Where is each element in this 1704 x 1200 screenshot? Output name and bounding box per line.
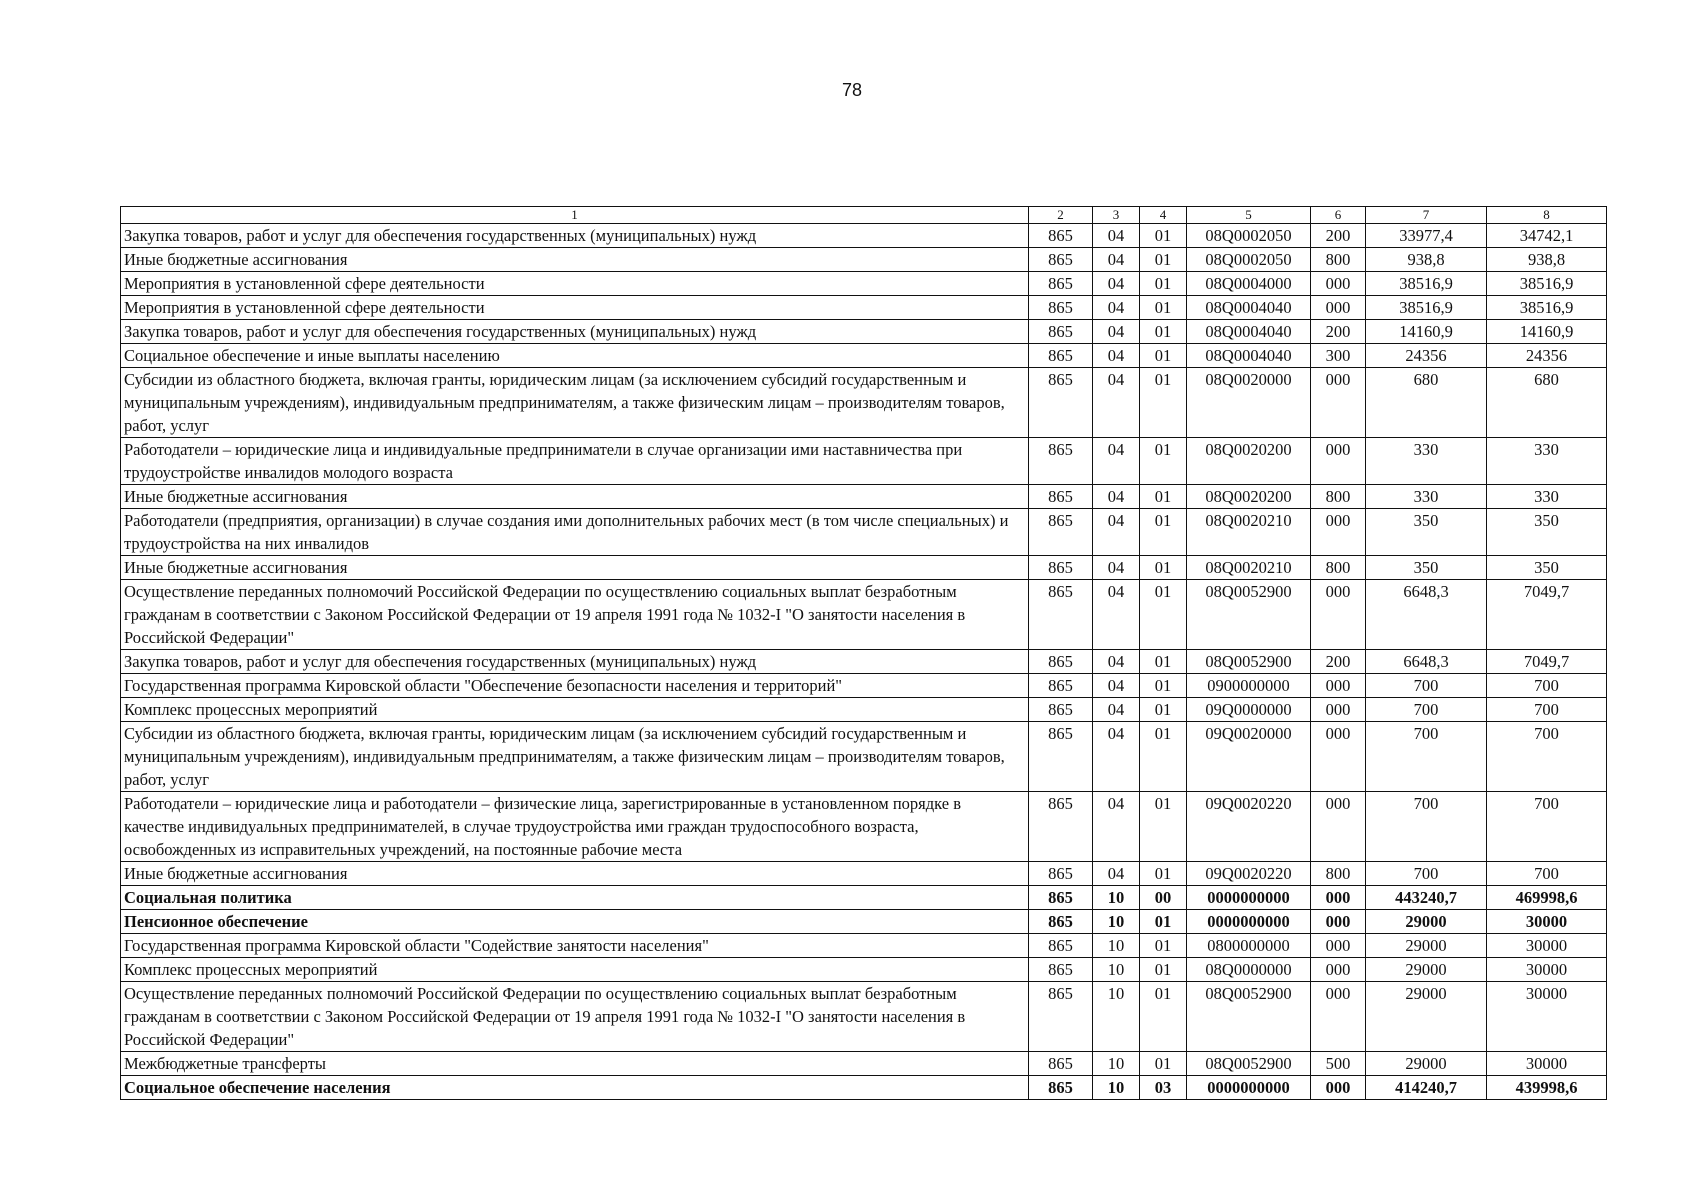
amount-year-1: 938,8	[1366, 248, 1487, 272]
row-name: Закупка товаров, работ и услуг для обеспечения государственных (муниципальных) нужд	[121, 320, 1029, 344]
section-code: 04	[1093, 248, 1140, 272]
ministry-code: 865	[1029, 556, 1093, 580]
amount-year-1: 700	[1366, 722, 1487, 792]
row-name: Комплекс процессных мероприятий	[121, 958, 1029, 982]
expense-type-code: 200	[1311, 320, 1366, 344]
row-name: Работодатели – юридические лица и работодатели – физические лица, зарегистрированные в установленном порядке в качестве индивидуальных предпринимателей, в случае трудоустройства ими граждан трудоспособного возраста, освобожденных из исправительных учреждений, на постоянные рабочие места	[121, 792, 1029, 862]
target-article-code: 09Q0020000	[1187, 722, 1311, 792]
amount-year-2: 700	[1487, 862, 1607, 886]
expense-type-code: 800	[1311, 556, 1366, 580]
ministry-code: 865	[1029, 674, 1093, 698]
target-article-code: 08Q0002050	[1187, 248, 1311, 272]
row-name: Осуществление переданных полномочий Российской Федерации по осуществлению социальных выплат безработным гражданам в соответствии с Законом Российской Федерации от 19 апреля 1991 года № 1032-I "О занятости населения в Российской Федерации"	[121, 982, 1029, 1052]
budget-table	[120, 206, 1607, 1100]
expense-type-code: 300	[1311, 344, 1366, 368]
amount-year-1: 6648,3	[1366, 580, 1487, 650]
row-name: Работодатели (предприятия, организации) в случае создания ими дополнительных рабочих мест (в том числе специальных) и трудоустройства на них инвалидов	[121, 509, 1029, 556]
table-row	[121, 650, 1607, 674]
ministry-code: 865	[1029, 886, 1093, 910]
row-name: Социальная политика	[121, 886, 1029, 910]
section-code: 10	[1093, 958, 1140, 982]
amount-year-1: 29000	[1366, 982, 1487, 1052]
expense-type-code: 000	[1311, 934, 1366, 958]
amount-year-2: 330	[1487, 438, 1607, 485]
expense-type-code: 000	[1311, 438, 1366, 485]
table-row	[121, 1076, 1607, 1100]
amount-year-1: 14160,9	[1366, 320, 1487, 344]
amount-year-1: 414240,7	[1366, 1076, 1487, 1100]
subsection-code: 01	[1140, 485, 1187, 509]
target-article-code: 08Q0004040	[1187, 320, 1311, 344]
amount-year-2: 30000	[1487, 1052, 1607, 1076]
table-row	[121, 862, 1607, 886]
amount-year-1: 38516,9	[1366, 296, 1487, 320]
table-row	[121, 674, 1607, 698]
table-row	[121, 910, 1607, 934]
target-article-code: 08Q0020210	[1187, 509, 1311, 556]
row-name: Иные бюджетные ассигнования	[121, 556, 1029, 580]
section-code: 10	[1093, 982, 1140, 1052]
target-article-code: 08Q0052900	[1187, 650, 1311, 674]
ministry-code: 865	[1029, 509, 1093, 556]
expense-type-code: 800	[1311, 862, 1366, 886]
section-code: 04	[1093, 438, 1140, 485]
column-number: 2	[1029, 207, 1093, 224]
table-row	[121, 982, 1607, 1052]
amount-year-2: 680	[1487, 368, 1607, 438]
section-code: 04	[1093, 509, 1140, 556]
subsection-code: 01	[1140, 272, 1187, 296]
subsection-code: 01	[1140, 958, 1187, 982]
target-article-code: 08Q0020000	[1187, 368, 1311, 438]
amount-year-1: 443240,7	[1366, 886, 1487, 910]
expense-type-code: 000	[1311, 1076, 1366, 1100]
ministry-code: 865	[1029, 438, 1093, 485]
row-name: Иные бюджетные ассигнования	[121, 862, 1029, 886]
table-row	[121, 886, 1607, 910]
table-row	[121, 556, 1607, 580]
subsection-code: 01	[1140, 862, 1187, 886]
expense-type-code: 000	[1311, 698, 1366, 722]
ministry-code: 865	[1029, 296, 1093, 320]
target-article-code: 08Q0052900	[1187, 580, 1311, 650]
target-article-code: 0900000000	[1187, 674, 1311, 698]
target-article-code: 0800000000	[1187, 934, 1311, 958]
amount-year-1: 330	[1366, 438, 1487, 485]
amount-year-1: 38516,9	[1366, 272, 1487, 296]
subsection-code: 01	[1140, 344, 1187, 368]
subsection-code: 01	[1140, 296, 1187, 320]
ministry-code: 865	[1029, 368, 1093, 438]
expense-type-code: 000	[1311, 296, 1366, 320]
target-article-code: 08Q0002050	[1187, 224, 1311, 248]
amount-year-2: 7049,7	[1487, 580, 1607, 650]
subsection-code: 01	[1140, 698, 1187, 722]
ministry-code: 865	[1029, 248, 1093, 272]
amount-year-2: 34742,1	[1487, 224, 1607, 248]
expense-type-code: 000	[1311, 368, 1366, 438]
target-article-code: 08Q0000000	[1187, 958, 1311, 982]
row-name: Иные бюджетные ассигнования	[121, 485, 1029, 509]
table-row	[121, 272, 1607, 296]
expense-type-code: 000	[1311, 792, 1366, 862]
amount-year-2: 700	[1487, 722, 1607, 792]
ministry-code: 865	[1029, 1052, 1093, 1076]
ministry-code: 865	[1029, 224, 1093, 248]
ministry-code: 865	[1029, 272, 1093, 296]
table-row	[121, 580, 1607, 650]
subsection-code: 01	[1140, 438, 1187, 485]
subsection-code: 01	[1140, 580, 1187, 650]
amount-year-1: 6648,3	[1366, 650, 1487, 674]
row-name: Мероприятия в установленной сфере деятельности	[121, 272, 1029, 296]
section-code: 04	[1093, 792, 1140, 862]
amount-year-2: 700	[1487, 792, 1607, 862]
row-name: Пенсионное обеспечение	[121, 910, 1029, 934]
section-code: 10	[1093, 934, 1140, 958]
amount-year-2: 330	[1487, 485, 1607, 509]
column-number: 3	[1093, 207, 1140, 224]
table-row	[121, 792, 1607, 862]
amount-year-2: 30000	[1487, 982, 1607, 1052]
section-code: 04	[1093, 296, 1140, 320]
target-article-code: 0000000000	[1187, 910, 1311, 934]
row-name: Закупка товаров, работ и услуг для обеспечения государственных (муниципальных) нужд	[121, 650, 1029, 674]
ministry-code: 865	[1029, 982, 1093, 1052]
section-code: 04	[1093, 556, 1140, 580]
table-row	[121, 296, 1607, 320]
row-name: Осуществление переданных полномочий Российской Федерации по осуществлению социальных выплат безработным гражданам в соответствии с Законом Российской Федерации от 19 апреля 1991 года № 1032-I "О занятости населения в Российской Федерации"	[121, 580, 1029, 650]
subsection-code: 01	[1140, 224, 1187, 248]
section-code: 04	[1093, 272, 1140, 296]
section-code: 04	[1093, 698, 1140, 722]
amount-year-2: 350	[1487, 556, 1607, 580]
subsection-code: 01	[1140, 650, 1187, 674]
row-name: Иные бюджетные ассигнования	[121, 248, 1029, 272]
row-name: Межбюджетные трансферты	[121, 1052, 1029, 1076]
subsection-code: 01	[1140, 368, 1187, 438]
amount-year-1: 29000	[1366, 934, 1487, 958]
table-row	[121, 722, 1607, 792]
target-article-code: 09Q0020220	[1187, 862, 1311, 886]
table-row	[121, 368, 1607, 438]
column-number: 5	[1187, 207, 1311, 224]
subsection-code: 01	[1140, 674, 1187, 698]
expense-type-code: 000	[1311, 509, 1366, 556]
section-code: 04	[1093, 722, 1140, 792]
amount-year-1: 700	[1366, 792, 1487, 862]
expense-type-code: 000	[1311, 722, 1366, 792]
row-name: Социальное обеспечение населения	[121, 1076, 1029, 1100]
table-row	[121, 934, 1607, 958]
target-article-code: 08Q0020210	[1187, 556, 1311, 580]
amount-year-2: 24356	[1487, 344, 1607, 368]
amount-year-2: 30000	[1487, 958, 1607, 982]
amount-year-2: 38516,9	[1487, 272, 1607, 296]
table-body	[121, 207, 1607, 1100]
ministry-code: 865	[1029, 485, 1093, 509]
ministry-code: 865	[1029, 320, 1093, 344]
subsection-code: 01	[1140, 792, 1187, 862]
amount-year-1: 680	[1366, 368, 1487, 438]
expense-type-code: 000	[1311, 982, 1366, 1052]
target-article-code: 08Q0020200	[1187, 485, 1311, 509]
ministry-code: 865	[1029, 792, 1093, 862]
target-article-code: 0000000000	[1187, 886, 1311, 910]
section-code: 10	[1093, 1052, 1140, 1076]
column-number: 8	[1487, 207, 1607, 224]
table-row	[121, 344, 1607, 368]
section-code: 10	[1093, 886, 1140, 910]
table-row	[121, 1052, 1607, 1076]
amount-year-1: 350	[1366, 509, 1487, 556]
table-row	[121, 320, 1607, 344]
row-name: Социальное обеспечение и иные выплаты населению	[121, 344, 1029, 368]
expense-type-code: 000	[1311, 580, 1366, 650]
subsection-code: 01	[1140, 910, 1187, 934]
expense-type-code: 800	[1311, 485, 1366, 509]
expense-type-code: 000	[1311, 958, 1366, 982]
amount-year-1: 700	[1366, 674, 1487, 698]
amount-year-1: 29000	[1366, 958, 1487, 982]
ministry-code: 865	[1029, 1076, 1093, 1100]
column-number: 7	[1366, 207, 1487, 224]
row-name: Работодатели – юридические лица и индивидуальные предприниматели в случае организации ими наставничества при трудоустройстве инвалидов молодого возраста	[121, 438, 1029, 485]
table-row	[121, 438, 1607, 485]
column-number-row	[121, 207, 1607, 224]
section-code: 10	[1093, 1076, 1140, 1100]
page-number: 78	[841, 80, 863, 100]
column-number: 4	[1140, 207, 1187, 224]
amount-year-1: 24356	[1366, 344, 1487, 368]
subsection-code: 01	[1140, 248, 1187, 272]
subsection-code: 01	[1140, 320, 1187, 344]
amount-year-2: 38516,9	[1487, 296, 1607, 320]
amount-year-2: 469998,6	[1487, 886, 1607, 910]
table-row	[121, 958, 1607, 982]
ministry-code: 865	[1029, 344, 1093, 368]
subsection-code: 01	[1140, 934, 1187, 958]
table-row	[121, 224, 1607, 248]
section-code: 04	[1093, 580, 1140, 650]
amount-year-2: 700	[1487, 674, 1607, 698]
column-number: 1	[121, 207, 1029, 224]
amount-year-2: 938,8	[1487, 248, 1607, 272]
subsection-code: 01	[1140, 982, 1187, 1052]
subsection-code: 01	[1140, 556, 1187, 580]
expense-type-code: 200	[1311, 224, 1366, 248]
row-name: Субсидии из областного бюджета, включая гранты, юридическим лицам (за исключением субсидий государственным и муниципальным учреждениям), индивидуальным предпринимателям, а также физическим лицам – производителям товаров, работ, услуг	[121, 368, 1029, 438]
subsection-code: 01	[1140, 509, 1187, 556]
subsection-code: 01	[1140, 1052, 1187, 1076]
table-row	[121, 698, 1607, 722]
target-article-code: 08Q0004000	[1187, 272, 1311, 296]
section-code: 04	[1093, 320, 1140, 344]
expense-type-code: 000	[1311, 272, 1366, 296]
row-name: Государственная программа Кировской области "Содействие занятости населения"	[121, 934, 1029, 958]
ministry-code: 865	[1029, 958, 1093, 982]
amount-year-2: 30000	[1487, 934, 1607, 958]
expense-type-code: 000	[1311, 886, 1366, 910]
target-article-code: 08Q0004040	[1187, 344, 1311, 368]
target-article-code: 0000000000	[1187, 1076, 1311, 1100]
amount-year-1: 330	[1366, 485, 1487, 509]
amount-year-1: 700	[1366, 862, 1487, 886]
ministry-code: 865	[1029, 698, 1093, 722]
expense-type-code: 000	[1311, 674, 1366, 698]
ministry-code: 865	[1029, 650, 1093, 674]
section-code: 04	[1093, 368, 1140, 438]
amount-year-2: 700	[1487, 698, 1607, 722]
target-article-code: 08Q0020200	[1187, 438, 1311, 485]
amount-year-1: 29000	[1366, 1052, 1487, 1076]
section-code: 04	[1093, 485, 1140, 509]
target-article-code: 08Q0052900	[1187, 982, 1311, 1052]
column-number: 6	[1311, 207, 1366, 224]
amount-year-1: 33977,4	[1366, 224, 1487, 248]
ministry-code: 865	[1029, 580, 1093, 650]
row-name: Государственная программа Кировской области "Обеспечение безопасности населения и территорий"	[121, 674, 1029, 698]
table-row	[121, 248, 1607, 272]
ministry-code: 865	[1029, 910, 1093, 934]
expense-type-code: 000	[1311, 910, 1366, 934]
section-code: 04	[1093, 650, 1140, 674]
row-name: Комплекс процессных мероприятий	[121, 698, 1029, 722]
section-code: 10	[1093, 910, 1140, 934]
amount-year-2: 439998,6	[1487, 1076, 1607, 1100]
section-code: 04	[1093, 344, 1140, 368]
target-article-code: 09Q0000000	[1187, 698, 1311, 722]
subsection-code: 01	[1140, 722, 1187, 792]
ministry-code: 865	[1029, 862, 1093, 886]
section-code: 04	[1093, 674, 1140, 698]
table-row	[121, 509, 1607, 556]
amount-year-1: 29000	[1366, 910, 1487, 934]
amount-year-2: 350	[1487, 509, 1607, 556]
expense-type-code: 200	[1311, 650, 1366, 674]
section-code: 04	[1093, 224, 1140, 248]
row-name: Мероприятия в установленной сфере деятельности	[121, 296, 1029, 320]
section-code: 04	[1093, 862, 1140, 886]
subsection-code: 00	[1140, 886, 1187, 910]
amount-year-1: 350	[1366, 556, 1487, 580]
target-article-code: 08Q0004040	[1187, 296, 1311, 320]
target-article-code: 08Q0052900	[1187, 1052, 1311, 1076]
row-name: Субсидии из областного бюджета, включая гранты, юридическим лицам (за исключением субсидий государственным и муниципальным учреждениям), индивидуальным предпринимателям, а также физическим лицам – производителям товаров, работ, услуг	[121, 722, 1029, 792]
table-row	[121, 485, 1607, 509]
amount-year-2: 30000	[1487, 910, 1607, 934]
expense-type-code: 800	[1311, 248, 1366, 272]
amount-year-2: 14160,9	[1487, 320, 1607, 344]
target-article-code: 09Q0020220	[1187, 792, 1311, 862]
expense-type-code: 500	[1311, 1052, 1366, 1076]
ministry-code: 865	[1029, 934, 1093, 958]
row-name: Закупка товаров, работ и услуг для обеспечения государственных (муниципальных) нужд	[121, 224, 1029, 248]
amount-year-1: 700	[1366, 698, 1487, 722]
amount-year-2: 7049,7	[1487, 650, 1607, 674]
subsection-code: 03	[1140, 1076, 1187, 1100]
ministry-code: 865	[1029, 722, 1093, 792]
